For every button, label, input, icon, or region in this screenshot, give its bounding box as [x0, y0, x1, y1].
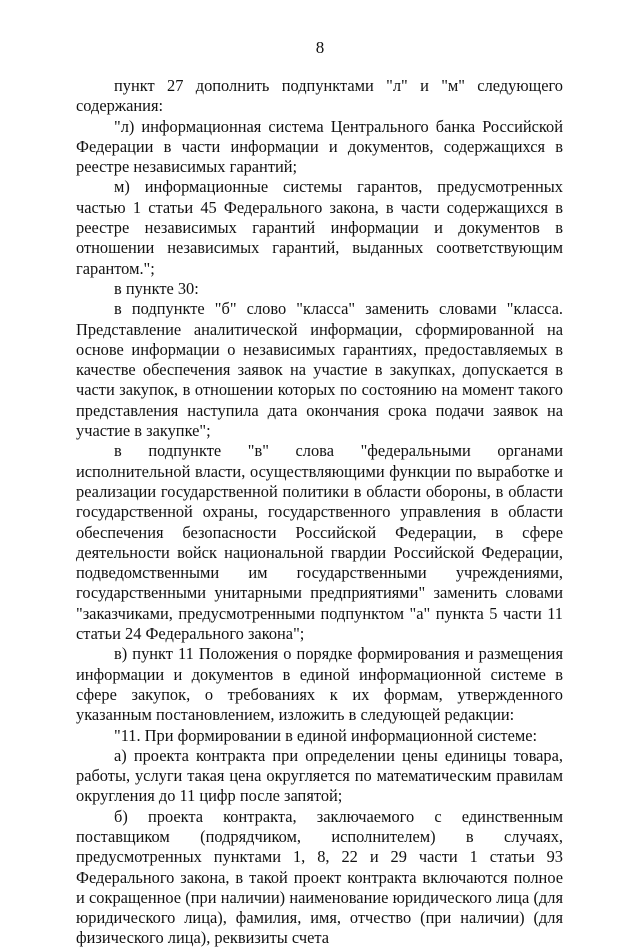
paragraph: в подпункте "в" слова "федеральными органами исполнительной власти, осуществляющими функции по выработке и реализации государственной политики в области обороны, в области государственной охраны, государственного управления в области обеспечения безопасности Российской Федерации, в сфере деятельности войск национальной гвардии Российской Федерации, подведомственными им государственными учреждениями, государственными унитарными предприятиями" заменить словами "заказчиками, предусмотренными подпунктом "а" пункта 5 части 11 статьи 24 Федерального закона";	[76, 441, 563, 644]
paragraph: а) проекта контракта при определении цены единицы товара, работы, услуги такая цена округляется по математическим правилам округления до 11 цифр после запятой;	[76, 745, 563, 806]
paragraph: в) пункт 11 Положения о порядке формирования и размещения информации и документов в единой информационной системе в сфере закупок, о требованиях к их формам, утвержденного указанным постановлением, изложить в следующей редакции:	[76, 644, 563, 725]
paragraph: в пункте 30:	[114, 278, 199, 298]
page-number: 8	[315, 38, 325, 57]
paragraph: "11. При формировании в единой информационной системе:	[114, 725, 538, 745]
paragraph: м) информационные системы гарантов, предусмотренных частью 1 статьи 45 Федерального закона, в части содержащихся в реестре независимых гарантий информации и документов в отношении независимых гарантий, выданных соответствующим гарантом.";	[76, 177, 563, 278]
paragraph: в подпункте "б" слово "класса" заменить словами "класса. Представление аналитической информации, сформированной на основе информации о независимых гарантиях, предоставляемых в качестве обеспечения заявок на участие в закупках, допускается в части закупок, в отношении которых по состоянию на момент такого представления наступила дата окончания срока подачи заявок на участие в закупке";	[76, 299, 563, 441]
paragraph: "л) информационная система Центрального банка Российской Федерации в части информации и документов, содержащихся в реестре независимых гарантий;	[76, 116, 563, 177]
document-body	[76, 76, 563, 949]
paragraph: б) проекта контракта, заключаемого с единственным поставщиком (подрядчиком, исполнителем) в случаях, предусмотренных пунктами 1, 8, 22 и 29 части 1 статьи 93 Федерального закона, в такой проект контракта включаются полное и сокращенное (при наличии) наименование юридического лица (для юридического лица), фамилия, имя, отчество (при наличии) (для физического лица), реквизиты счета	[76, 806, 563, 948]
paragraph: пункт 27 дополнить подпунктами "л" и "м" следующего содержания:	[76, 76, 563, 116]
